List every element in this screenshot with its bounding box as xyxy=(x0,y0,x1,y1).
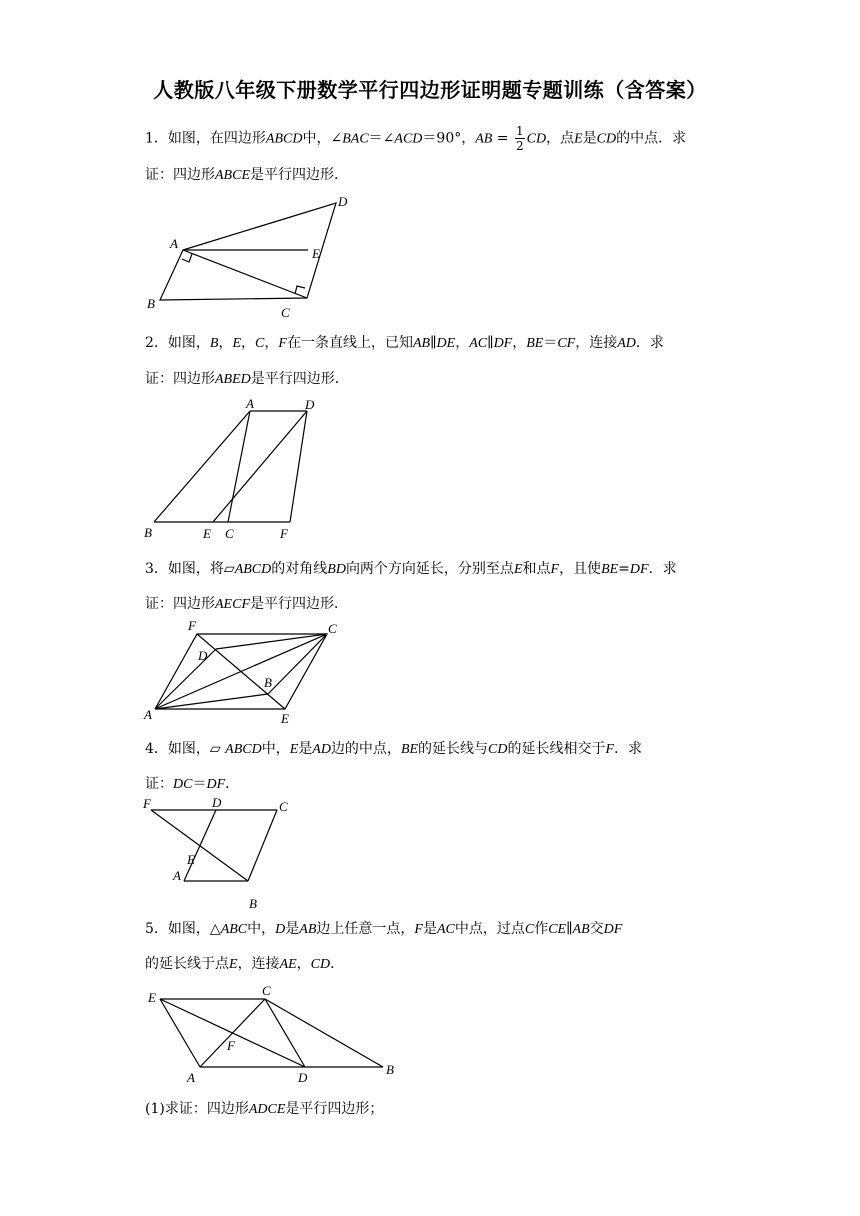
problem-number: 1． xyxy=(145,130,168,147)
label-a: A xyxy=(173,868,181,883)
line-fb xyxy=(151,810,248,881)
problem-3-line-1: 3．如图，将▱ABCD的对角线BD向两个方向延长，分别至点E和点F，且使BE=DF．求 xyxy=(145,561,677,577)
label-f: F xyxy=(227,1038,235,1053)
page-title: 人教版八年级下册数学平行四边形证明题专题训练（含答案） xyxy=(153,78,707,102)
figure-5 xyxy=(140,982,410,1085)
label-d: D xyxy=(198,648,208,663)
fraction-one-half: $\frac{1}{2}$ xyxy=(515,124,524,153)
diagonal-ac xyxy=(183,250,307,298)
problem-1-line-1: 1．如图，在四边形ABCD中，∠BAC＝∠ACD＝90°，AB = $\frac{1}{2}$ CD，点E是CD的中点．求 xyxy=(145,124,687,153)
label-d: D xyxy=(305,397,315,412)
figure-4 xyxy=(140,794,300,914)
label-e: E xyxy=(281,711,289,726)
figure-3 xyxy=(140,617,360,729)
segment-bc xyxy=(268,634,327,694)
label-c: C xyxy=(328,621,337,636)
problem-5-subquestion-1: (1)求证：四边形ADCE是平行四边形； xyxy=(145,1101,384,1117)
segment-ea xyxy=(160,999,200,1067)
right-angle-mark-c xyxy=(295,286,305,294)
label-f: F xyxy=(143,796,151,811)
label-d: D xyxy=(338,194,348,209)
label-e: E xyxy=(148,990,156,1005)
label-c: C xyxy=(262,983,271,998)
problem-number: 3． xyxy=(145,561,168,577)
label-c: C xyxy=(281,305,290,320)
problem-2-line-2: 证：四边形ABED是平行四边形． xyxy=(145,371,349,387)
label-d: D xyxy=(212,795,222,810)
label-f: F xyxy=(280,526,288,541)
label-c: C xyxy=(225,526,234,541)
problem-5-line-1: 5．如图，△ABC中，D是AB边上任意一点，F是AC中点，过点C作CE∥AB交DF xyxy=(145,921,623,937)
segment-cb xyxy=(248,810,277,881)
label-a: A xyxy=(144,707,152,722)
figure-2 xyxy=(140,395,340,545)
problem-5-line-2: 的延长线于点E，连接AE，CD． xyxy=(145,956,345,972)
label-b: B xyxy=(249,896,257,911)
problem-number: 5． xyxy=(145,921,168,937)
segment-cd xyxy=(265,999,305,1067)
right-angle-mark-a xyxy=(182,254,192,262)
problem-4-line-1: 4．如图，▱ ABCD中，E是AD边的中点，BE的延长线与CD的延长线相交于F．求 xyxy=(145,741,643,757)
label-b: B xyxy=(386,1062,394,1077)
label-b: B xyxy=(144,525,152,540)
label-e: E xyxy=(187,852,195,867)
label-f: F xyxy=(188,618,196,633)
problem-number: 2． xyxy=(145,335,168,351)
label-e: E xyxy=(312,246,320,261)
label-b: B xyxy=(264,675,272,690)
label-a: A xyxy=(170,236,178,251)
label-d: D xyxy=(298,1070,308,1085)
label-e: E xyxy=(203,526,211,541)
label-a: A xyxy=(246,396,254,411)
problem-4-line-2: 证：DC＝DF． xyxy=(145,776,240,792)
label-b: B xyxy=(147,296,155,311)
problem-3-line-2: 证：四边形AECF是平行四边形． xyxy=(145,596,348,612)
figure-1 xyxy=(140,190,370,320)
segment-ab xyxy=(154,411,250,522)
problem-1-line-2: 证：四边形ABCE是平行四边形． xyxy=(145,167,348,183)
label-a: A xyxy=(187,1070,195,1085)
segment-ac xyxy=(228,411,250,522)
problem-2-line-1: 2．如图，B，E，C，F在一条直线上，已知AB∥DE，AC∥DF，BE＝CF，连接AD．求 xyxy=(145,335,664,351)
label-c: C xyxy=(279,799,288,814)
problem-number: 4． xyxy=(145,741,168,757)
